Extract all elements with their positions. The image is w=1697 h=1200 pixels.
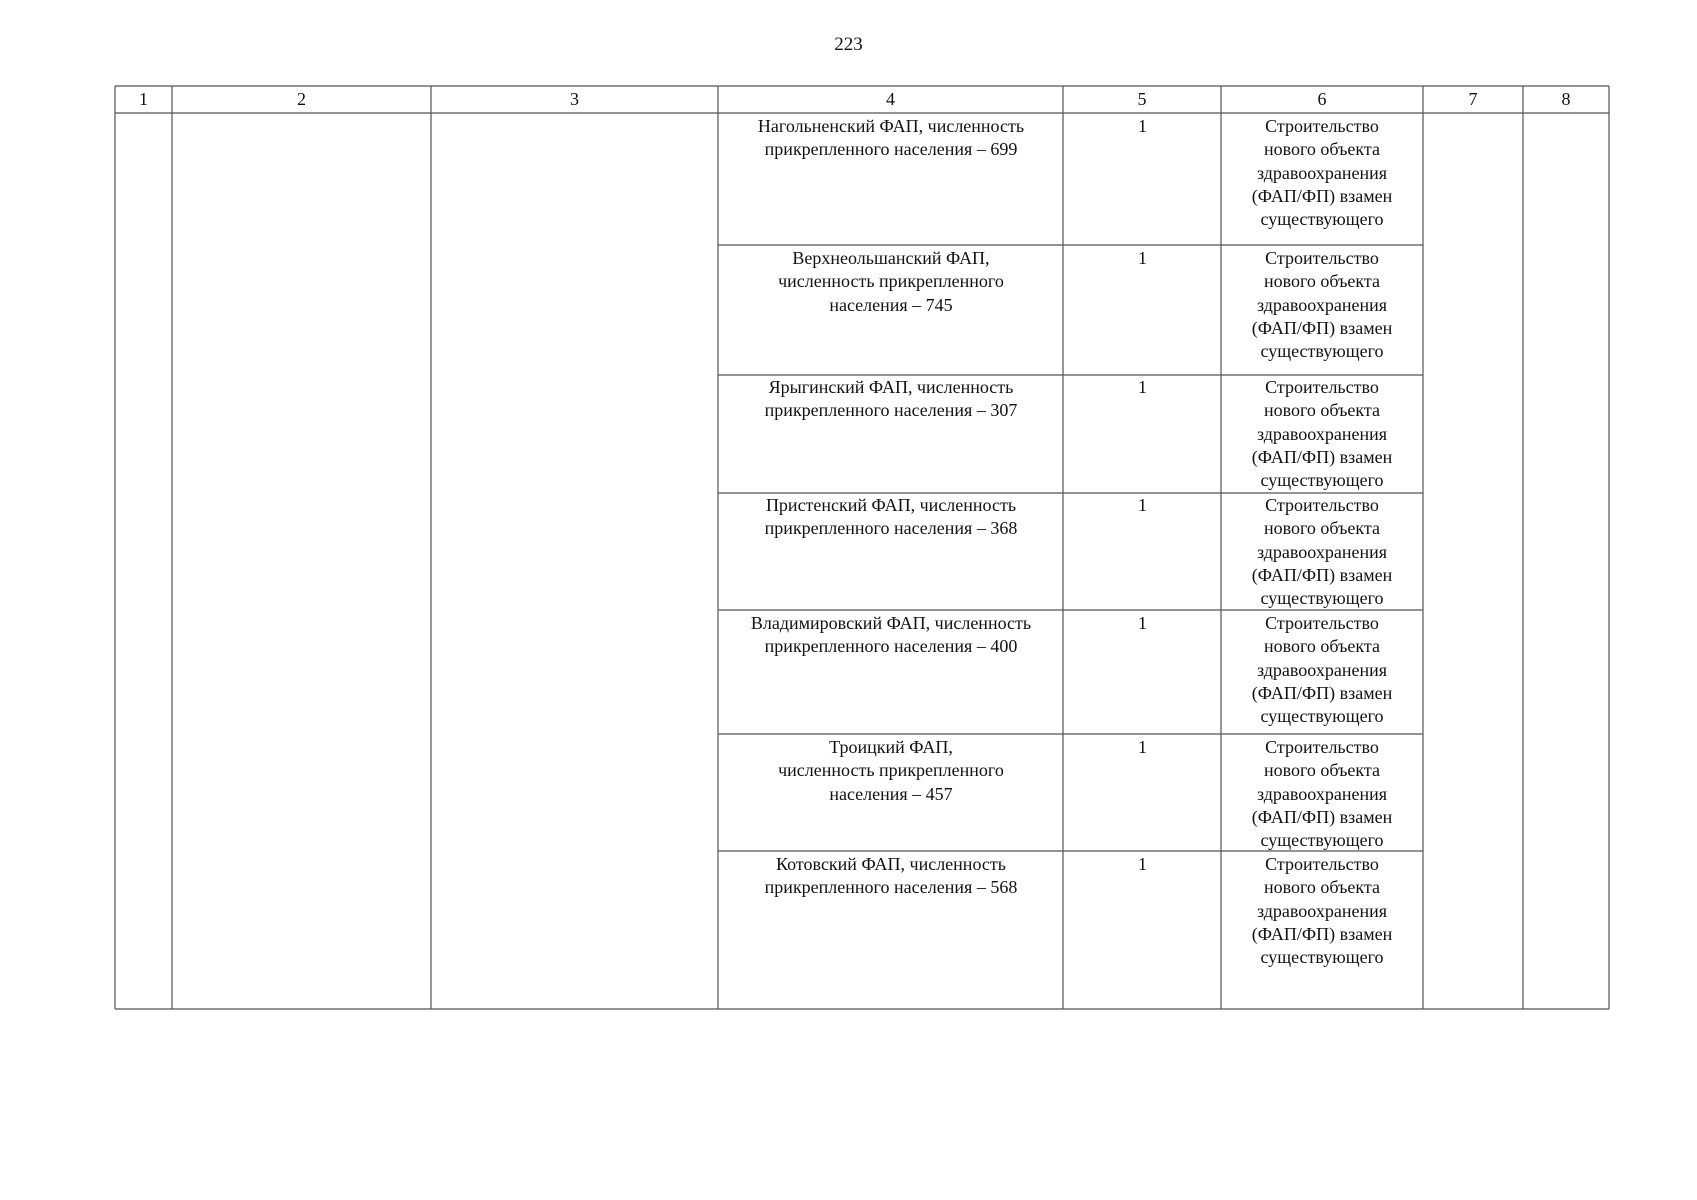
facility-cell: Владимировский ФАП, численность прикрепленного населения – 400 [750,613,1032,657]
header-cell-7: 7 [1468,89,1478,109]
facility-cell: Котовский ФАП, численность прикрепленного населения – 568 [764,854,1018,898]
header-cell-8: 8 [1561,89,1571,109]
header-cell-1: 1 [139,89,148,109]
header-cell-2: 2 [297,89,306,109]
measure-cell: Строительство нового объекта здравоохранения (ФАП/ФП) взамен существующего [1251,116,1393,230]
measure-cell: Строительство нового объекта здравоохранения (ФАП/ФП) взамен существующего [1251,248,1393,362]
quantity-cell: 1 [1138,377,1147,397]
quantity-cell: 1 [1138,737,1147,757]
measure-cell: Строительство нового объекта здравоохранения (ФАП/ФП) взамен существующего [1251,377,1393,491]
page-number: 223 [834,34,863,55]
measure-cell: Строительство нового объекта здравоохранения (ФАП/ФП) взамен существующего [1251,613,1393,727]
quantity-cell: 1 [1138,854,1147,874]
header-cell-5: 5 [1137,89,1147,109]
facility-cell: Троицкий ФАП, численность прикрепленного населения – 457 [778,737,1004,804]
header-cell-4: 4 [886,89,895,109]
facility-cell: Пристенский ФАП, численность прикрепленного населения – 368 [764,495,1018,539]
quantity-cell: 1 [1138,116,1147,136]
quantity-cell: 1 [1138,248,1147,268]
header-cell-6: 6 [1317,89,1327,109]
header-cell-3: 3 [570,89,579,109]
quantity-cell: 1 [1138,495,1147,515]
facility-cell: Ярыгинский ФАП, численность прикрепленного населения – 307 [764,377,1018,421]
quantity-cell: 1 [1138,613,1147,633]
measure-cell: Строительство нового объекта здравоохранения (ФАП/ФП) взамен существующего [1251,854,1393,968]
measure-cell: Строительство нового объекта здравоохранения (ФАП/ФП) взамен существующего [1251,737,1393,851]
measure-cell: Строительство нового объекта здравоохранения (ФАП/ФП) взамен существующего [1251,495,1393,609]
facility-cell: Нагольненский ФАП, численность прикрепленного населения – 699 [757,116,1025,160]
facility-cell: Верхнеольшанский ФАП, численность прикрепленного населения – 745 [778,248,1004,315]
